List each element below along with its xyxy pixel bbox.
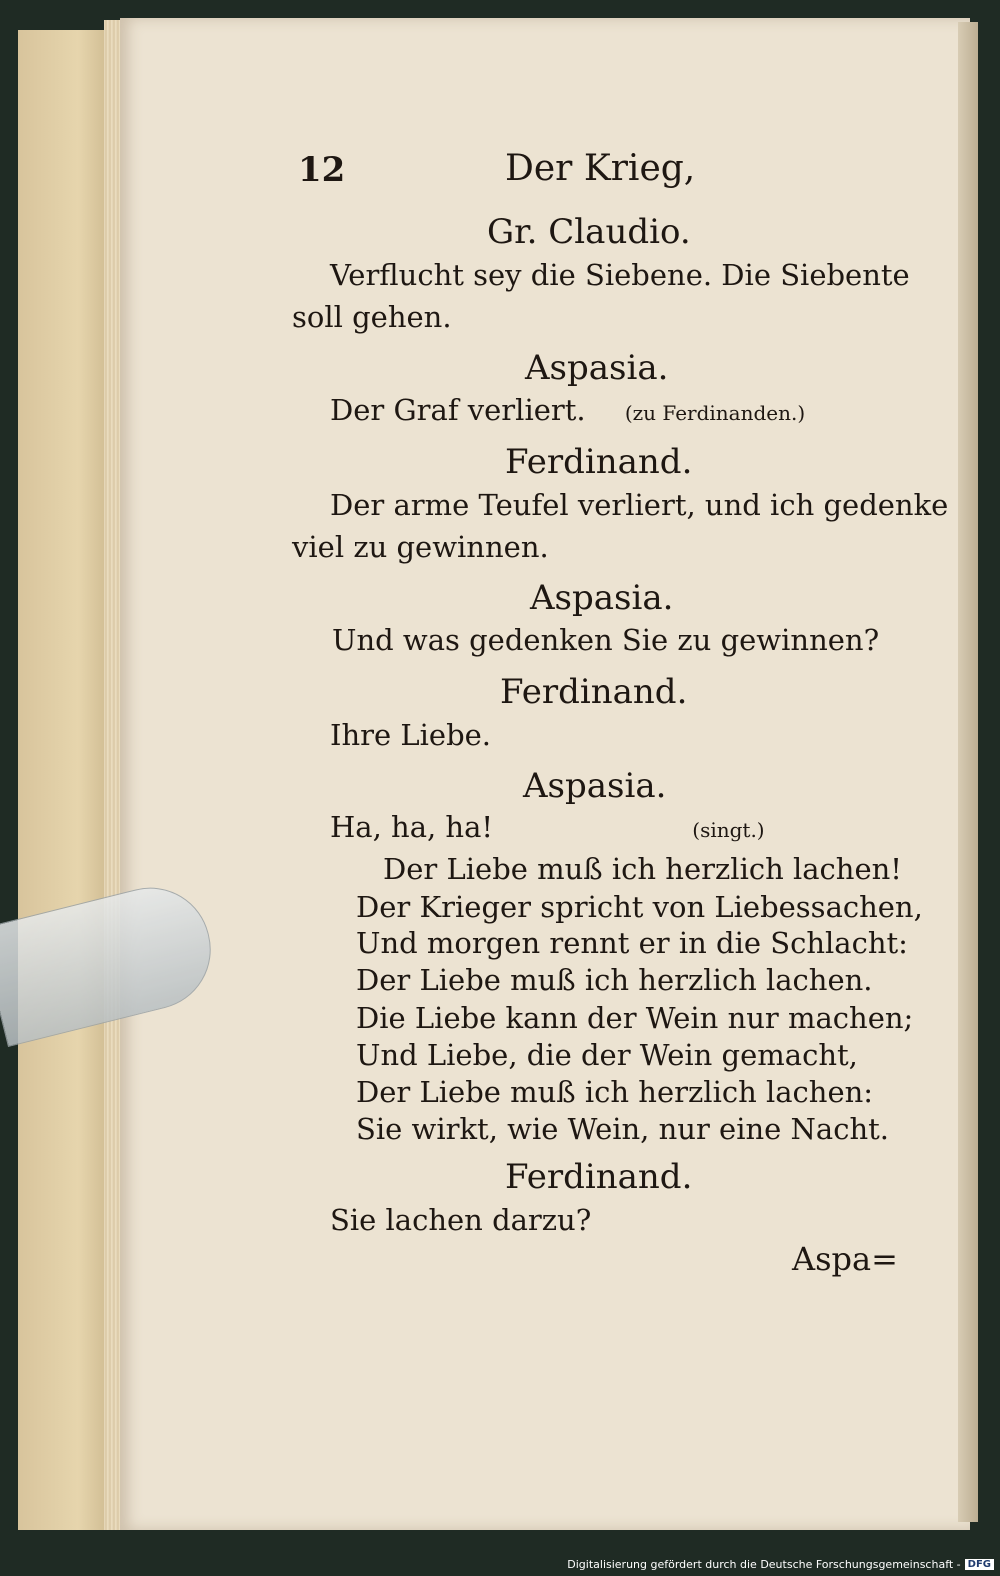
- dialogue-line: Ihre Liebe.: [330, 718, 492, 752]
- running-head: Der Krieg,: [505, 148, 696, 189]
- catchword: Aspa=: [792, 1240, 898, 1278]
- song-line: Der Krieger spricht von Liebessachen,: [356, 890, 923, 924]
- stage-direction: (singt.): [692, 818, 765, 842]
- song-line: Der Liebe muß ich herzlich lachen:: [356, 1075, 874, 1109]
- song-line: Sie wirkt, wie Wein, nur eine Nacht.: [356, 1112, 890, 1146]
- dialogue-line: Verflucht sey die Siebene. Die Siebente: [330, 258, 910, 292]
- song-line: Die Liebe kann der Wein nur machen;: [356, 1001, 914, 1035]
- speaker-name: Ferdinand.: [500, 672, 688, 712]
- speaker-name: Aspasia.: [530, 578, 674, 618]
- dialogue-line: Der arme Teufel verliert, und ich gedenke: [330, 488, 949, 522]
- song-line: Und Liebe, die der Wein gemacht,: [356, 1038, 858, 1072]
- footer-text: Digitalisierung gefördert durch die Deutsche Forschungsgemeinschaft -: [567, 1557, 961, 1571]
- song-line: Und morgen rennt er in die Schlacht:: [356, 926, 908, 960]
- song-line: Der Liebe muß ich herzlich lachen.: [356, 963, 873, 997]
- page-edge-right: [958, 22, 978, 1522]
- speaker-name: Gr. Claudio.: [487, 212, 691, 252]
- dialogue-text: Ha, ha, ha!: [330, 810, 494, 844]
- dfg-logo: DFG: [965, 1559, 994, 1570]
- stage-direction: (zu Ferdinanden.): [624, 401, 806, 425]
- dialogue-line: [330, 393, 805, 427]
- book-edge: [18, 30, 118, 1530]
- dialogue-line: soll gehen.: [292, 300, 452, 334]
- dialogue-line: [330, 810, 765, 844]
- speaker-name: Aspasia.: [525, 348, 669, 388]
- speaker-name: Ferdinand.: [505, 442, 693, 482]
- dialogue-line: Sie lachen darzu?: [330, 1203, 592, 1237]
- dialogue-line: viel zu gewinnen.: [292, 530, 549, 564]
- speaker-name: Aspasia.: [523, 766, 667, 806]
- page-number: 12: [298, 150, 346, 190]
- dialogue-line: Und was gedenken Sie zu gewinnen?: [332, 623, 880, 657]
- footer: [567, 1554, 994, 1574]
- speaker-name: Ferdinand.: [505, 1157, 693, 1197]
- dialogue-text: Der Graf verliert.: [330, 393, 586, 427]
- song-line: Der Liebe muß ich herzlich lachen!: [383, 852, 902, 886]
